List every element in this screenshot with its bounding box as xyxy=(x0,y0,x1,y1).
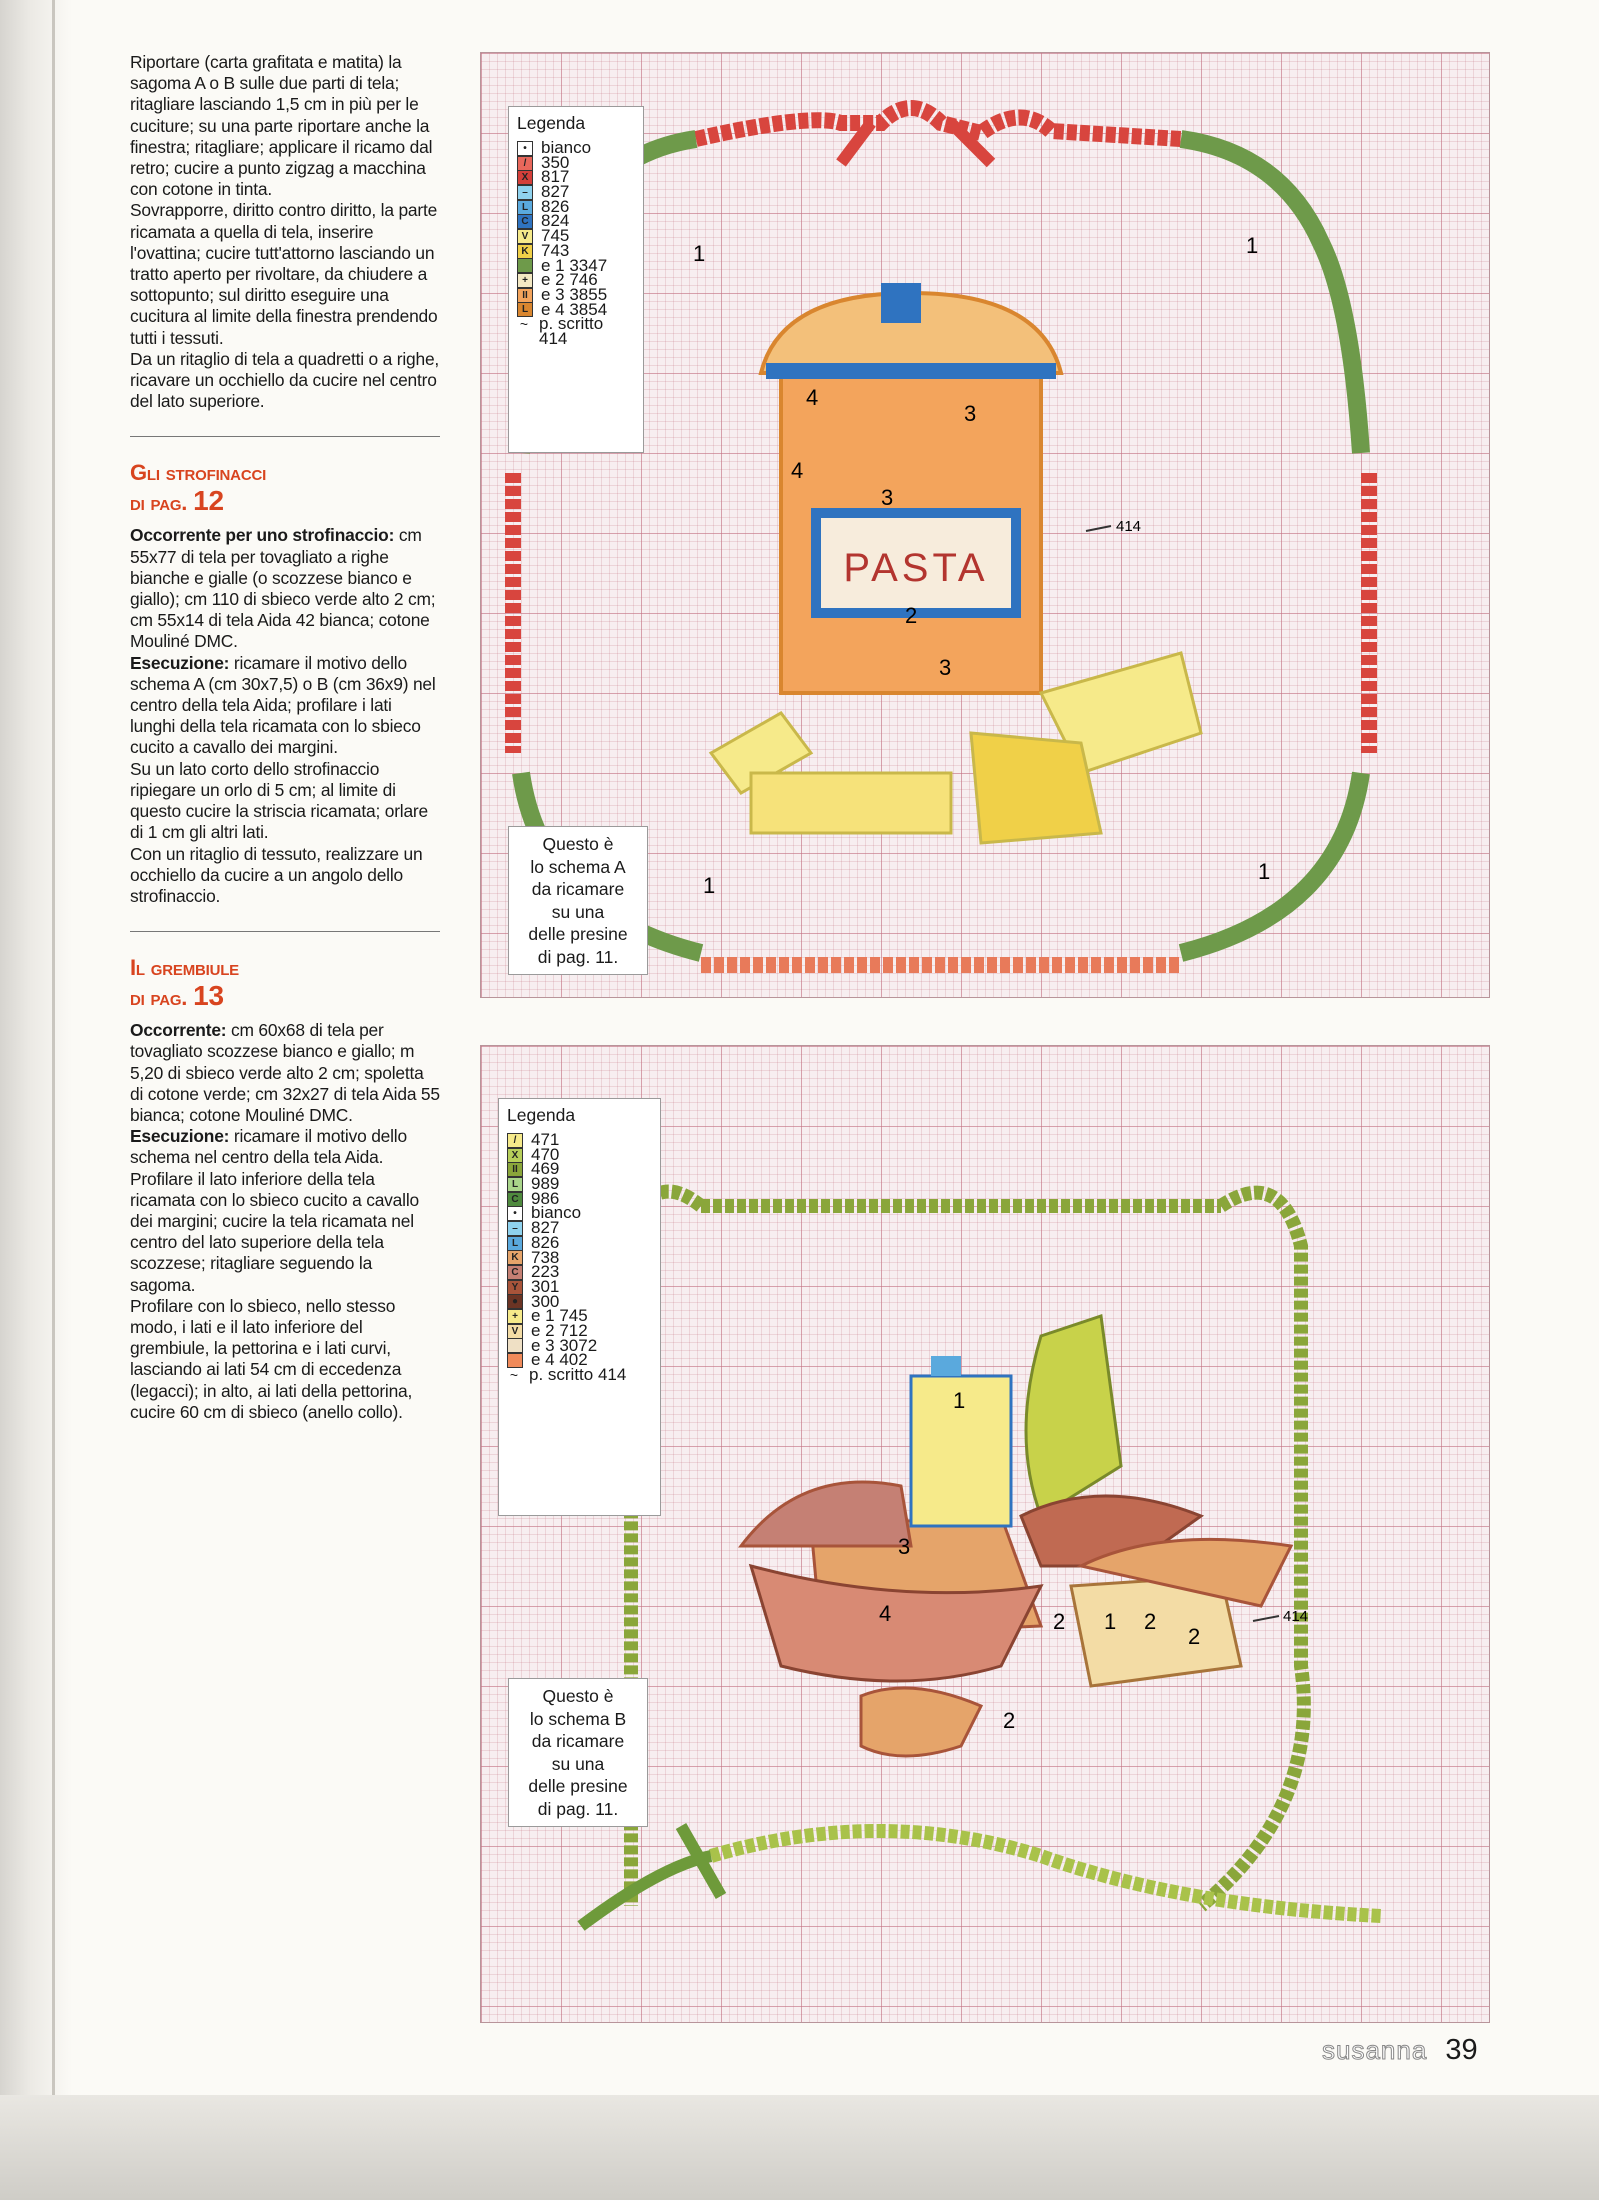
legend-row xyxy=(517,138,635,157)
legend-label: e 3 3855 xyxy=(541,284,608,304)
legend-label: e 3 3072 xyxy=(531,1335,598,1355)
legend-row xyxy=(507,1276,652,1296)
strofinacci-paragraph-3: Con un ritaglio di tessuto, realizzare un occhiello da cucire a un angolo dello strofinaccio. xyxy=(130,843,423,906)
legend-row xyxy=(517,167,635,187)
legend-swatch: X xyxy=(517,170,533,185)
region-number: 1 xyxy=(1258,859,1271,884)
legend-label: 827 xyxy=(541,182,570,202)
region-number: 1 xyxy=(1246,233,1259,258)
page-spine-shadow xyxy=(0,0,72,2200)
legend-label: e 4 402 xyxy=(531,1350,588,1370)
scan-bottom-edge xyxy=(0,2095,1599,2200)
legend-label: 350 xyxy=(541,152,570,172)
region-number: 3 xyxy=(898,1534,911,1559)
note-line: su una xyxy=(551,901,605,922)
bottle xyxy=(1026,1316,1121,1516)
strofinacci-occorrente-label: Occorrente per uno strofinaccio: xyxy=(130,525,395,546)
legend-label: 743 xyxy=(541,240,570,260)
intro-paragraph-2: Sovrapporre, diritto contro diritto, la parte ricamata a quella di tela, inserire l'ovattina; cucire tutt'attorno lasciando un tratto aperto per rivoltare, da chiudere a sottopunto; sul diritto eseguire una cucitura al limite della finestra prendendo tutti i tessuti. xyxy=(130,200,438,348)
legend-label: e 2 712 xyxy=(531,1320,588,1340)
legend-swatch: L xyxy=(507,1236,523,1251)
legend-label: 826 xyxy=(531,1232,560,1252)
magazine-brand: susanna xyxy=(1322,2035,1428,2065)
legend-label: 827 xyxy=(531,1218,560,1238)
strofinacci-esecuzione-label: Esecuzione: xyxy=(130,652,230,673)
legend-swatch: C xyxy=(507,1265,523,1280)
heading-grembiule-prefix: di pag. xyxy=(130,985,194,1011)
legend-a-title: Legenda xyxy=(517,113,586,133)
legend-swatch: C xyxy=(507,1192,523,1207)
legend-swatch: • xyxy=(507,1206,523,1221)
strofinacci-esecuzione-text: ricamare il motivo dello schema A (cm 30x7,5) o B (cm 36x9) nel centro della tela Aida; profilare i lati lunghi della tela ricamata con lo sbieco cucito a cavallo dei margini. xyxy=(130,652,436,758)
honey-jar-lid xyxy=(931,1356,961,1376)
heading-strofinacci-page: 12 xyxy=(193,485,224,517)
legend-swatch: K xyxy=(517,244,533,259)
legend-swatch: / xyxy=(517,156,533,171)
legend-label: 470 xyxy=(531,1144,560,1164)
legend-a xyxy=(508,106,644,453)
grembiule-esecuzione-label: Esecuzione: xyxy=(130,1126,230,1147)
legend-swatch: ● xyxy=(507,1294,523,1309)
pasta-piece-center xyxy=(971,733,1101,843)
legend-b xyxy=(498,1098,661,1516)
legend-label: 300 xyxy=(531,1291,560,1311)
legend-row xyxy=(507,1365,652,1384)
legend-label: e 1 745 xyxy=(531,1306,588,1326)
legend-label: e 1 3347 xyxy=(541,255,608,275)
legend-row xyxy=(507,1232,652,1252)
note-line: delle presine xyxy=(528,924,628,944)
heading-strofinacci-line1: Gli strofinacci xyxy=(130,460,267,486)
legend-row xyxy=(507,1174,652,1194)
legend-label: bianco xyxy=(531,1203,582,1223)
legend-row xyxy=(507,1262,652,1282)
region-number: 1 xyxy=(703,873,716,898)
legend-row xyxy=(507,1130,652,1149)
legend-label: 469 xyxy=(531,1159,560,1179)
vine-bottom xyxy=(711,1831,1381,1916)
grembiule-occorrente-label: Occorrente: xyxy=(130,1020,227,1041)
pasta-piece-bottom xyxy=(751,773,951,833)
legend-label: 986 xyxy=(531,1188,560,1208)
note-line: lo schema A xyxy=(530,856,626,877)
legend-swatch: II xyxy=(517,288,533,303)
section-divider xyxy=(130,931,440,932)
region-number: 3 xyxy=(939,655,952,680)
legend-label: 817 xyxy=(541,167,570,187)
legend-label: 414 xyxy=(539,328,568,348)
legend-label: 223 xyxy=(531,1262,560,1282)
region-number: 2 xyxy=(1188,1624,1201,1649)
note-line: lo schema B xyxy=(529,1708,627,1729)
note-a xyxy=(508,826,648,975)
grembiule-esecuzione xyxy=(130,1126,440,1168)
region-number: 1 xyxy=(693,241,706,266)
region-number: 2 xyxy=(1053,1609,1066,1634)
legend-b-title: Legenda xyxy=(507,1105,576,1125)
legend-swatch: L xyxy=(517,302,533,317)
strofinacci-esecuzione xyxy=(130,653,440,759)
page-footer xyxy=(1322,2034,1478,2074)
note-line: su una xyxy=(551,1753,605,1774)
legend-swatch: K xyxy=(507,1250,523,1265)
legend-swatch: L xyxy=(507,1177,523,1192)
page-number: 39 xyxy=(1445,2034,1478,2066)
legend-row xyxy=(507,1203,652,1223)
legend-swatch: L xyxy=(517,200,533,215)
legend-label: 989 xyxy=(531,1174,560,1194)
note-line: Questo è xyxy=(542,834,614,854)
note-line: Questo è xyxy=(542,1686,614,1706)
callout-arrow xyxy=(1253,1616,1279,1621)
region-number: 3 xyxy=(964,401,977,426)
legend-label: 738 xyxy=(531,1247,560,1267)
heading-grembiule-page: 13 xyxy=(193,980,224,1012)
grembiule-occorrente xyxy=(130,1020,440,1126)
region-number: 2 xyxy=(1003,1708,1016,1733)
region-number: 2 xyxy=(1144,1609,1157,1634)
region-number: 1 xyxy=(1104,1609,1117,1634)
section-divider xyxy=(130,436,440,437)
legend-swatch: + xyxy=(517,273,533,288)
vine-bow xyxy=(581,1826,721,1926)
heading-grembiule xyxy=(130,954,440,1012)
legend-row xyxy=(517,314,635,334)
legend-swatch: C xyxy=(517,214,533,229)
legend-swatch: V xyxy=(507,1324,523,1339)
legend-swatch: / xyxy=(507,1133,523,1148)
legend-row xyxy=(507,1159,652,1179)
leaf-arc-right-top xyxy=(1181,139,1361,453)
strofinacci-occorrente-text: cm 55x77 di tela per tovagliato a righe bianche e gialle (o scozzese bianco e giallo); cm 110 di sbieco verde alto 2 cm; cm 55x14 di tela Aida 42 bianca; cotone Mouliné DMC. xyxy=(130,525,436,652)
intro-paragraph-1: Riportare (carta grafitata e matita) la sagoma A o B sulle due parti di tela; ritagliare lasciando 1,5 cm in più per le cuciture; su una parte riportare anche la finestra; ritagliare; applicare il ricamo dal retro; cucire a punto zigzag a macchina con cotone in tinta. xyxy=(130,52,433,200)
legend-label: 826 xyxy=(541,196,570,216)
note-line: di pag. 11. xyxy=(537,1798,619,1819)
callout-label: 414 xyxy=(1116,518,1142,535)
region-number: 1 xyxy=(953,1388,966,1413)
heading-strofinacci xyxy=(130,459,440,517)
note-line: da ricamare xyxy=(531,879,625,899)
heading-grembiule-line1: Il grembiule xyxy=(130,955,239,981)
legend-swatch xyxy=(517,258,533,273)
legend-swatch: II xyxy=(507,1162,523,1177)
ribbon-tails xyxy=(841,123,991,163)
legend-swatch: • xyxy=(517,141,533,156)
legend-label: 824 xyxy=(541,211,570,231)
legend-swatch xyxy=(507,1353,523,1368)
ribbon-top xyxy=(696,108,1181,139)
legend-row xyxy=(507,1144,652,1164)
grembiule-paragraph-2: Profilare il lato inferiore della tela ricamata con lo sbieco cucito a cavallo dei margini; cucire la tela ricamata nel centro del lato superiore della tela scozzese; ritagliare seguendo la sagoma. xyxy=(130,1168,419,1295)
jar-knob xyxy=(881,283,921,323)
callout-arrow xyxy=(1086,526,1111,531)
ham xyxy=(741,1482,911,1546)
note-line: da ricamare xyxy=(531,1731,625,1751)
intro-paragraph-3: Da un ritaglio di tela a quadretti o a righe, ricavare un occhiello da cucire nel centro del lato superiore. xyxy=(130,348,440,412)
legend-row xyxy=(517,152,635,172)
region-number: 3 xyxy=(881,485,894,510)
spine-edge xyxy=(52,0,55,2200)
legend-label: p. scritto xyxy=(539,314,604,334)
legend-row xyxy=(517,196,635,216)
grembiule-occorrente-text: cm 60x68 di tela per tovagliato scozzese bianco e giallo; m 5,20 di sbieco verde alto 2 cm; spoletta di cotone verde; cm 32x27 di tela Aida 55 bianca; cotone Mouliné DMC. xyxy=(130,1020,440,1125)
legend-swatch: + xyxy=(507,1309,523,1324)
leaf-arc-right-bottom xyxy=(1181,773,1361,953)
legend-label: bianco xyxy=(541,138,592,157)
grembiule-paragraph-3: Profilare con lo sbieco, nello stesso modo, i lati e il lato inferiore del grembiule, la pettorina e i lati curvi, lasciando ai lati 54 cm di eccedenza (legacci); in alto, ai lati della pettorina, cucire 60 cm di sbieco (anello collo). xyxy=(130,1295,413,1422)
legend-row xyxy=(517,182,635,202)
legend-row xyxy=(507,1218,652,1238)
jar-label-text: PASTA xyxy=(843,546,989,590)
legend-label: e 4 3854 xyxy=(541,299,608,319)
callout-label: 414 xyxy=(1283,1608,1309,1625)
grembiule-esecuzione-text: ricamare il motivo dello schema nel centro della tela Aida. xyxy=(130,1126,407,1168)
legend-swatch: V xyxy=(517,229,533,244)
note-b xyxy=(508,1678,648,1827)
legend-label: 471 xyxy=(531,1130,560,1149)
jar-lid-rim xyxy=(766,363,1056,379)
legend-row xyxy=(507,1247,652,1267)
region-number: 2 xyxy=(905,603,918,628)
legend-label: 301 xyxy=(531,1276,560,1296)
legend-swatch: X xyxy=(507,1148,523,1163)
legend-label: 745 xyxy=(541,226,570,246)
bread-roll xyxy=(861,1688,981,1756)
region-number: 4 xyxy=(791,458,804,483)
legend-swatch: – xyxy=(517,185,533,200)
note-line: delle presine xyxy=(528,1776,628,1796)
region-number: 4 xyxy=(879,1601,892,1626)
strofinacci-occorrente xyxy=(130,525,440,652)
legend-backstitch-symbol: ~ xyxy=(519,316,529,333)
legend-swatch: Y xyxy=(507,1280,523,1295)
legend-label: p. scritto 414 xyxy=(529,1365,627,1384)
legend-row xyxy=(517,226,635,246)
legend-swatch: – xyxy=(507,1221,523,1236)
legend-backstitch-symbol: ~ xyxy=(509,1367,519,1383)
strofinacci-paragraph-2: Su un lato corto dello strofinaccio ripiegare un orlo di 5 cm; al limite di questo cucire la striscia ricamata; orlare di 1 cm gli altri lati. xyxy=(130,758,428,843)
legend-label: e 2 746 xyxy=(541,270,598,290)
region-number: 4 xyxy=(806,385,819,410)
legend-row xyxy=(517,328,635,348)
text-column xyxy=(130,52,440,1423)
heading-strofinacci-prefix: di pag. xyxy=(130,490,194,516)
note-line: di pag. 11. xyxy=(537,946,619,967)
legend-swatch xyxy=(507,1338,523,1353)
legend-row xyxy=(517,211,635,231)
